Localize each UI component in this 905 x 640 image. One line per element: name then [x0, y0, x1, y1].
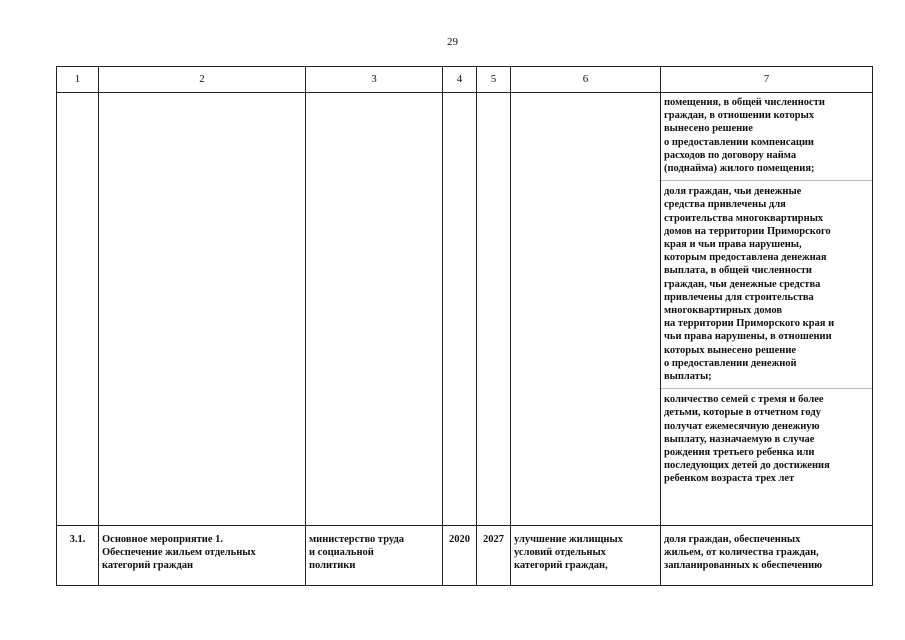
- column-header: 4: [443, 67, 477, 93]
- empty-cell: [511, 93, 661, 526]
- end-year: 2027: [483, 534, 504, 545]
- column-header: 6: [511, 67, 661, 93]
- empty-cell: [99, 93, 306, 526]
- empty-cell: [443, 93, 477, 526]
- column-header: 1: [57, 67, 99, 93]
- table-row: [57, 526, 873, 586]
- executor: министерство труда и социальной политики: [309, 534, 405, 572]
- empty-cell: [306, 93, 443, 526]
- header-row: [57, 67, 873, 93]
- empty-cell: [57, 93, 99, 526]
- column-header: 2: [99, 67, 306, 93]
- page-number: 29: [447, 36, 458, 48]
- program-table: [56, 66, 873, 586]
- column-header: 7: [661, 67, 873, 93]
- indicators-cell: [661, 93, 873, 526]
- indicator: доля граждан, обеспеченных жильем, от количества граждан, запланированных к обеспечению: [664, 534, 823, 572]
- expected-result: улучшение жилищных условий отдельных категорий граждан,: [514, 534, 623, 572]
- empty-cell: [477, 93, 511, 526]
- column-header: 5: [477, 67, 511, 93]
- indicator-paragraph: помещения, в общей численности граждан, в отношении которых вынесено решение о предоставлении компенсации расходов по договору найма (поднайма) жилого помещения;: [661, 93, 872, 181]
- indicator-paragraph: доля граждан, чьи денежные средства привлечены для строительства многоквартирных домов на территории Приморского края и чьи права нарушены, которым предоставлена денежная выплата, в общей численности граждан, чьи денежные средства привлечены для строительства многоквартирных домов на территории Приморского края и чьи права нарушены, в отношении которых вынесено решение о предоставлении денежной выплаты;: [661, 181, 872, 389]
- column-header: 3: [306, 67, 443, 93]
- indicator-paragraph: количество семей с тремя и более детьми, которые в отчетном году получат ежемесячную денежную выплату, назначаемую в случае рождения третьего ребенка или последующих детей до достижения ребенком возраста трех лет: [664, 394, 830, 485]
- start-year: 2020: [449, 534, 470, 545]
- row-number: 3.1.: [69, 534, 86, 545]
- continuation-row: [57, 93, 873, 526]
- event-name: Основное мероприятие 1. Обеспечение жильем отдельных категорий граждан: [102, 534, 256, 572]
